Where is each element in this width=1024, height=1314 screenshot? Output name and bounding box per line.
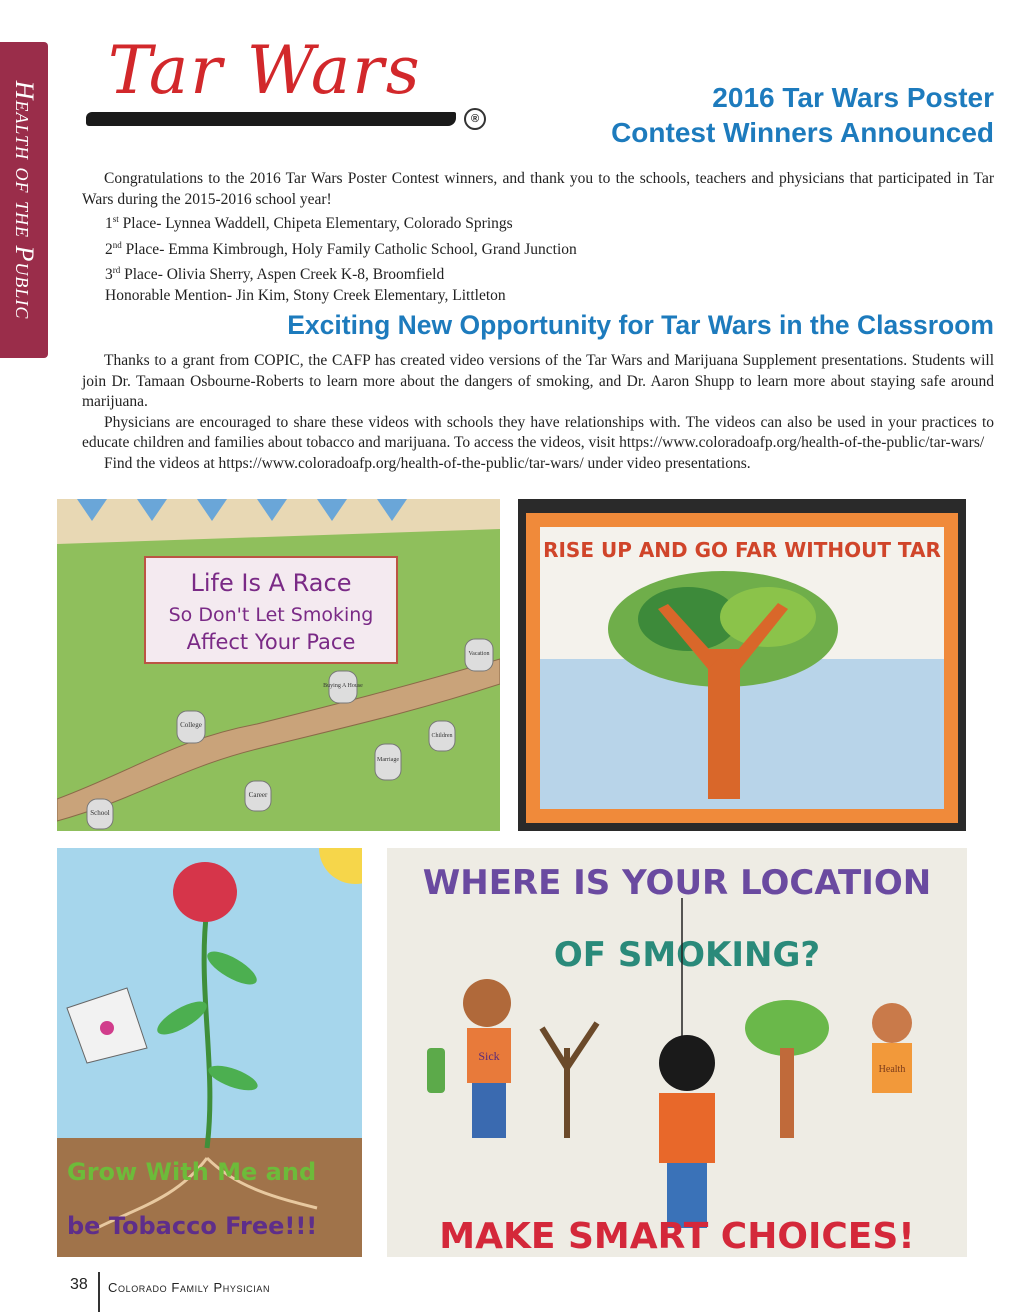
- poster-1-drawing: [57, 499, 500, 831]
- section-tab: [0, 42, 48, 358]
- svg-text:Marriage: Marriage: [377, 757, 399, 763]
- registered-mark: ®: [464, 108, 486, 130]
- page-number: 38: [70, 1276, 88, 1293]
- svg-text:So Don't Let Smoking: So Don't Let Smoking: [168, 604, 374, 626]
- svg-text:OF SMOKING?: OF SMOKING?: [553, 935, 821, 975]
- paragraph-3: Find the videos at https://www.coloradoafp.org/health-of-the-public/tar-wars/ under video presentations.: [104, 454, 751, 472]
- svg-text:School: School: [90, 809, 110, 817]
- poster-location-of-smoking: [387, 848, 967, 1257]
- winner-item: 2nd Place- Emma Kimbrough, Holy Family Catholic School, Grand Junction: [105, 239, 577, 258]
- svg-text:Health: Health: [878, 1064, 906, 1075]
- section-subheading: Exciting New Opportunity for Tar Wars in the Classroom: [287, 310, 994, 340]
- poster-2-drawing: [518, 499, 966, 831]
- svg-text:MAKE SMART CHOICES!: MAKE SMART CHOICES!: [439, 1216, 915, 1257]
- headline: [611, 80, 994, 150]
- headline-line1: 2016 Tar Wars Poster: [712, 82, 994, 113]
- intro-text: Congratulations to the 2016 Tar Wars Poster Contest winners, and thank you to the schools, teachers and physicians that participated in Tar Wars during the 2015-2016 school year!: [82, 170, 994, 208]
- poster-rise-up: [518, 499, 966, 831]
- svg-text:be Tobacco Free!!!: be Tobacco Free!!!: [67, 1212, 318, 1240]
- poster-grow-with-me: [57, 848, 362, 1257]
- winner-item: 3rd Place- Olivia Sherry, Aspen Creek K-8, Broomfield: [105, 265, 445, 284]
- svg-text:Buying A House: Buying A House: [323, 683, 363, 689]
- intro-paragraph: [82, 169, 994, 210]
- logo-text: Tar Wars: [108, 32, 422, 109]
- paragraph-1: Thanks to a grant from COPIC, the CAFP has created video versions of the Tar Wars and Marijuana Supplement presentations. Students will join Dr. Tamaan Osbourne-Roberts to learn more about the dangers of smoking, and Dr. Aaron Shupp to learn more about staying safe around marijuana.: [82, 352, 994, 410]
- svg-text:Sick: Sick: [478, 1049, 500, 1063]
- svg-text:Grow With Me and: Grow With Me and: [67, 1158, 317, 1186]
- svg-text:Career: Career: [248, 791, 268, 799]
- svg-text:Children: Children: [431, 733, 453, 739]
- svg-text:Affect Your Pace: Affect Your Pace: [186, 630, 356, 654]
- headline-line2: Contest Winners Announced: [611, 117, 994, 148]
- winner-item: Honorable Mention- Jin Kim, Stony Creek Elementary, Littleton: [105, 286, 506, 304]
- svg-text:College: College: [180, 721, 202, 729]
- svg-text:Life Is A Race: Life Is A Race: [190, 569, 352, 597]
- poster-3-drawing: [57, 848, 362, 1257]
- section-tab-label: Health of the Public: [10, 80, 39, 320]
- paragraph-2: Physicians are encouraged to share these videos with schools they have relationships with. The videos can also be used in your practices to educate children and families about tobacco and marijuana. To access the videos, visit https://www.coloradoafp.org/health-of-the-public/tar-wars/: [82, 413, 994, 451]
- winners-list: [105, 209, 577, 306]
- winner-item: 1st Place- Lynnea Waddell, Chipeta Elementary, Colorado Springs: [105, 214, 513, 233]
- body-paragraphs: [82, 351, 994, 474]
- svg-text:Vacation: Vacation: [468, 651, 490, 657]
- logo-underline: [86, 112, 456, 126]
- svg-text:WHERE IS YOUR LOCATION: WHERE IS YOUR LOCATION: [422, 863, 932, 903]
- footer-divider: [98, 1272, 100, 1312]
- poster-4-drawing: [387, 848, 967, 1257]
- tar-wars-logo: [86, 34, 496, 134]
- poster-life-is-a-race: [57, 499, 500, 831]
- svg-text:RISE UP AND GO FAR WITHOUT TAR: RISE UP AND GO FAR WITHOUT TAR: [543, 538, 941, 562]
- publication-title: Colorado Family Physician: [108, 1280, 271, 1295]
